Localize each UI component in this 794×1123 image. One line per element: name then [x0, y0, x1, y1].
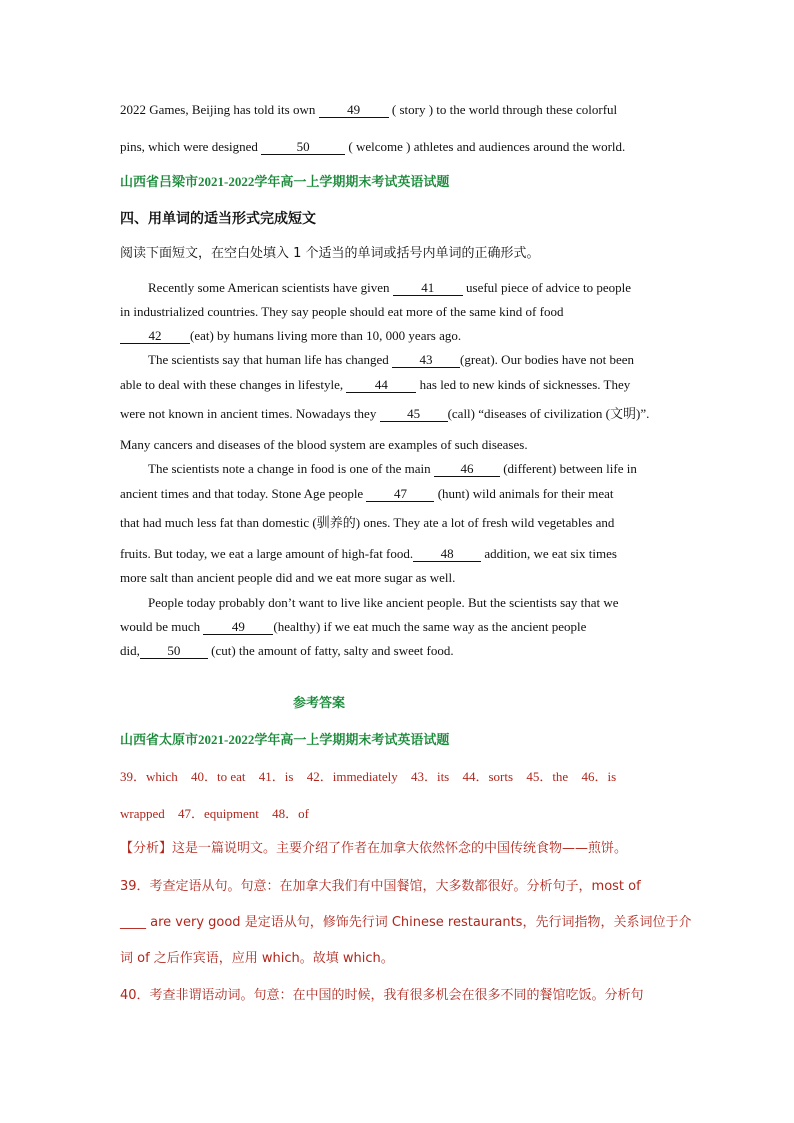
text: (cut) the amount of fatty, salty and sweet food. [207, 643, 454, 658]
passage-line [120, 485, 614, 503]
passage-line [120, 618, 586, 636]
note-39-line-3: 词 of 之后作宾语，应用 which。故填 which。 [120, 951, 394, 966]
text: pins, which were designed [120, 139, 262, 154]
answer-item: 46．is [581, 769, 617, 784]
passage-line: more salt than ancient people did and we eat more sugar as well. [120, 570, 456, 585]
passage-line: in industrialized countries. They say people should eat more of the same kind of food [120, 304, 564, 319]
blank-42: 42 [120, 329, 190, 344]
answer-item: 41．is [258, 769, 294, 784]
text: useful piece of advice to people [462, 280, 631, 295]
instruction: 阅读下面短文，在空白处填入 1 个适当的单词或括号内单词的正确形式。 [120, 246, 540, 261]
passage-line [120, 545, 617, 563]
blank-44: 44 [346, 378, 416, 393]
note-39-line-1: 39．考查定语从句。句意：在加拿大我们有中国餐馆，大多数都很好。分析句子，most of [120, 879, 641, 894]
blank-50: 50 [261, 140, 345, 155]
blank-47: 47 [366, 487, 434, 502]
passage-line [120, 376, 630, 394]
text: (great). Our bodies have not been [460, 352, 635, 367]
note-40-line-1: 40．考查非谓语动词。句意：在中国的时候，我有很多机会在很多不同的餐馆吃饭。分析句 [120, 988, 644, 1003]
answer-item: 44．sorts [462, 769, 514, 784]
top-line-1 [120, 101, 617, 119]
text: (healthy) if we eat much the same way as the ancient people [273, 619, 587, 634]
blank-41: 41 [393, 281, 463, 296]
blank-50: 50 [140, 644, 208, 659]
text: ( story ) to the world through these colorful [388, 102, 618, 117]
text: able to deal with these changes in lifestyle, [120, 377, 347, 392]
answer-item: 39．which [120, 769, 178, 784]
answers-row-2 [120, 805, 319, 823]
answer-item: 48．of [272, 806, 309, 821]
text: The scientists say that human life has changed [148, 352, 393, 367]
text: (different) between life in [499, 461, 637, 476]
text: were not known in ancient times. Nowadays they [120, 406, 380, 421]
text: (hunt) wild animals for their meat [434, 486, 614, 501]
blank-43: 43 [392, 353, 460, 368]
passage-line [148, 351, 634, 369]
answer-item: 40．to eat [191, 769, 246, 784]
note-39-line-2: ____ are very good 是定语从句，修饰先行词 Chinese restaurants，先行词指物，关系词位于介 [120, 915, 692, 930]
answer-item: 47．equipment [178, 806, 259, 821]
blank-46: 46 [434, 462, 500, 477]
text: 2022 Games, Beijing has told its own [120, 102, 319, 117]
answers-row-1 [120, 768, 626, 786]
text: Recently some American scientists have given [148, 280, 393, 295]
passage-line [148, 460, 637, 478]
blank-49: 49 [319, 103, 389, 118]
text: (call) “diseases of civilization (文明)”. [447, 406, 650, 421]
answer-item: 42．immediately [306, 769, 398, 784]
section-title: 山西省吕梁市2021-2022学年高一上学期期末考试英语试题 [120, 174, 450, 189]
passage-line [120, 405, 649, 423]
passage-line [120, 327, 461, 345]
text: would be much [120, 619, 204, 634]
text: addition, we eat six times [481, 546, 617, 561]
text: ancient times and that today. Stone Age people [120, 486, 367, 501]
blank-48: 48 [413, 547, 481, 562]
blank-45: 45 [380, 407, 448, 422]
passage-line [120, 642, 454, 660]
answer-heading: 参考答案 [293, 695, 346, 710]
passage-line [148, 279, 631, 297]
answer-item: 45．the [526, 769, 569, 784]
top-line-2 [120, 138, 625, 156]
passage-line: Many cancers and diseases of the blood system are examples of such diseases. [120, 437, 528, 452]
analysis-text: 【分析】这是一篇说明文。主要介绍了作者在加拿大依然怀念的中国传统食物——煎饼。 [120, 841, 628, 856]
text: (eat) by humans living more than 10, 000 years ago. [190, 328, 462, 343]
answer-item: 43．its [410, 769, 450, 784]
answer-item: wrapped [120, 806, 165, 821]
text: ( welcome ) athletes and audiences around the world. [345, 139, 626, 154]
text: The scientists note a change in food is one of the main [148, 461, 434, 476]
text: has led to new kinds of sicknesses. They [416, 377, 631, 392]
part-heading: 四、用单词的适当形式完成短文 [120, 211, 316, 227]
passage-line: People today probably don’t want to live like ancient people. But the scientists say that we [148, 595, 619, 610]
text: fruits. But today, we eat a large amount of high-fat food. [120, 546, 414, 561]
text: did, [120, 643, 140, 658]
answer-section-title: 山西省太原市2021-2022学年高一上学期期末考试英语试题 [120, 732, 450, 747]
passage-line: that had much less fat than domestic (驯养的) ones. They ate a lot of fresh wild vegetables and [120, 515, 615, 530]
blank-49: 49 [203, 620, 273, 635]
